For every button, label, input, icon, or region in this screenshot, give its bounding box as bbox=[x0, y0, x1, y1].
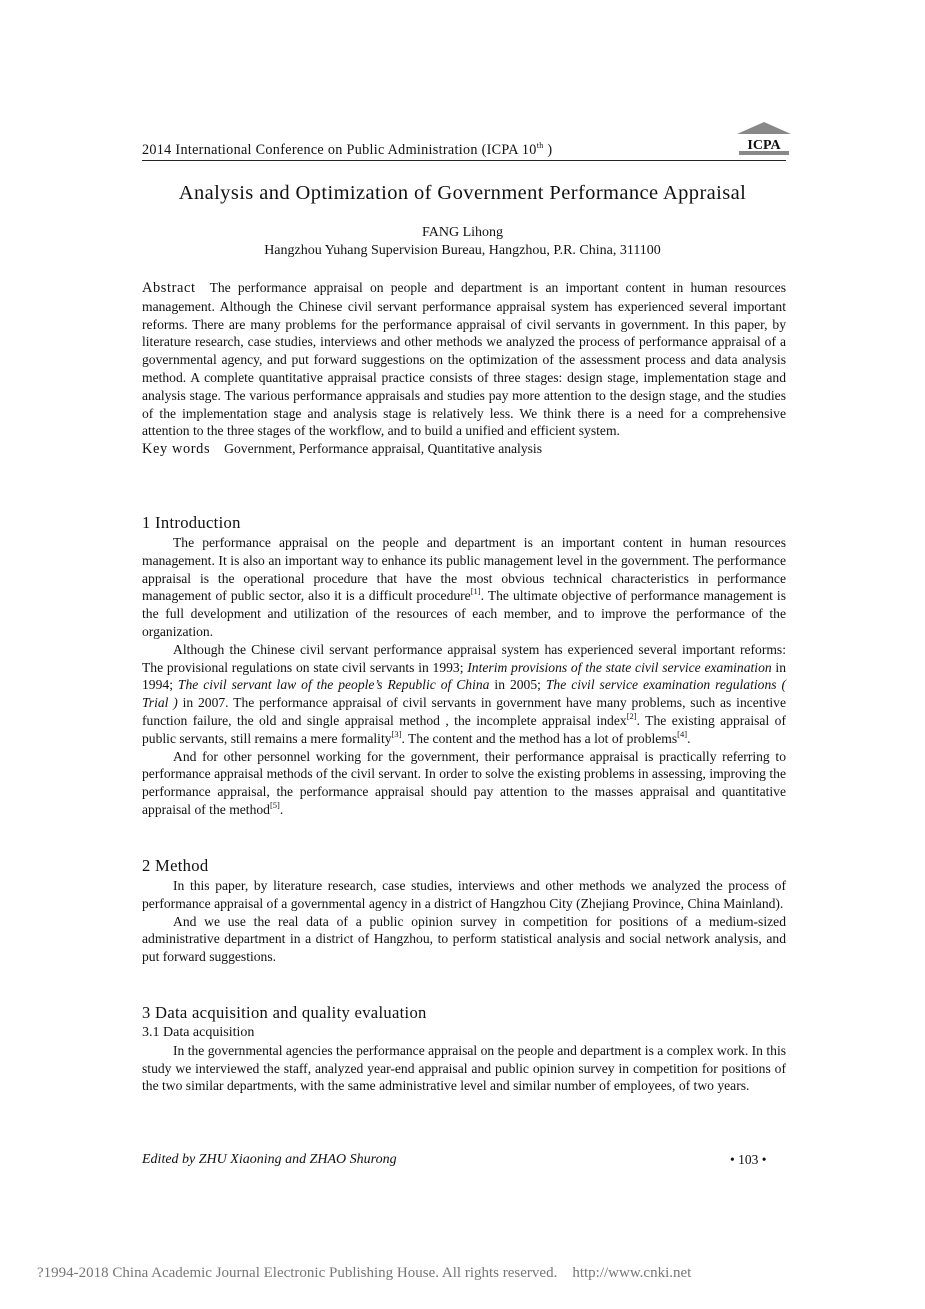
citation: [1] bbox=[470, 586, 481, 597]
paragraph bbox=[142, 748, 786, 819]
text-run: And for other personnel working for the government, their performance appraisal is practically referring to performance appraisal methods of the civil servant. In order to solve the existing problems in assessing, improving the performance appraisal, the performance appraisal should pay attention to the masses appraisal and quantitative appraisal of the method bbox=[142, 748, 786, 817]
text-run: . The existing appraisal of public servants, still remains a mere formality bbox=[142, 712, 786, 746]
running-header bbox=[142, 142, 552, 159]
paragraph bbox=[142, 877, 786, 913]
paper-title: Analysis and Optimization of Government Performance Appraisal bbox=[178, 182, 747, 204]
section-heading: 3 Data acquisition and quality evaluation bbox=[142, 1003, 427, 1022]
header-close: ) bbox=[543, 142, 553, 158]
section-3 bbox=[142, 1002, 786, 1095]
text-run: And we use the real data of a public opinion survey in competition for positions of a medium-sized administrative department in a district of Hangzhou, to perform statistical analysis and social network analysis, and put forward suggestions. bbox=[142, 913, 786, 965]
icpa-logo bbox=[737, 122, 791, 156]
text-run: in 2005; bbox=[489, 677, 546, 693]
copyright-notice: ?1994-2018 China Academic Journal Electronic Publishing House. All rights reserved. http://www.cnki.net bbox=[37, 1265, 692, 1281]
text-run: Although the Chinese civil servant performance appraisal system has experienced several important reforms: The provisional regulations on state civil servants in 1993; bbox=[142, 641, 786, 675]
abstract-label: Abstract bbox=[142, 280, 196, 296]
conference-name: 2014 International Conference on Public Administration (ICPA 10 bbox=[142, 142, 537, 158]
keywords-text: Government, Performance appraisal, Quantitative analysis bbox=[224, 441, 542, 457]
affiliation: Hangzhou Yuhang Supervision Bureau, Hangzhou, P.R. China, 311100 bbox=[264, 243, 661, 258]
text-run: In this paper, by literature research, case studies, interviews and other methods we analyzed the process of performance appraisal of a governmental agency in a district of Hangzhou City (Zhejiang Province, China Mainland). bbox=[142, 878, 786, 911]
subsection-heading: 3.1 Data acquisition bbox=[142, 1025, 255, 1040]
page-number: • 103 • bbox=[730, 1152, 767, 1167]
text-run: . bbox=[279, 801, 284, 817]
section-heading: 1 Introduction bbox=[142, 513, 241, 532]
text-run: The performance appraisal on the people and department is an important content in human resources management. It is also an important way to enhance its public management level in the government. The performance appraisal is the operational procedure that have the most obvious technical characteristics in performance management of public sector, also it is a difficult procedure bbox=[142, 535, 786, 604]
text-run: . The ultimate objective of performance management is the full development and utilization of the resources of each member, and to improve the performance of the organization. bbox=[142, 588, 786, 639]
citation: [4] bbox=[677, 728, 688, 739]
section-1 bbox=[142, 512, 786, 819]
svg-text:ICPA: ICPA bbox=[747, 138, 781, 153]
abstract-text: The performance appraisal on people and department is an important content in human resources management. Although the Chinese civil servant performance appraisal system has experienced several important reforms. There are many problems for the performance appraisal of civil servants in government. In this paper, by literature research, case studies, interviews and other methods we analyzed the process of performance appraisal of a governmental agency, and put forward suggestions on the optimization of the assessment process and data analysis method. A complete quantitative appraisal practice consists of three stages: design stage, implementation stage and analysis stage. The various performance appraisals and studies pay more attention to the design stage, and the studies of the implementation stage and analysis stage is relatively less. We think there is a need for a comprehensive attention to the three stages of the workflow, and to build a unified and efficient system. bbox=[142, 280, 786, 439]
ordinal-suffix: th bbox=[536, 141, 544, 150]
citation: [5] bbox=[269, 799, 280, 810]
italic-title: Interim provisions of the state civil service examination bbox=[467, 659, 772, 675]
paragraph bbox=[142, 641, 786, 748]
text-run: . bbox=[687, 730, 691, 746]
paragraph bbox=[142, 534, 786, 641]
abstract bbox=[142, 279, 786, 459]
header-rule bbox=[142, 160, 786, 161]
citation: [2] bbox=[626, 710, 637, 721]
footer-editors: Edited by ZHU Xiaoning and ZHAO Shurong bbox=[142, 1152, 397, 1167]
text-run: In the governmental agencies the performance appraisal on the people and department is a complex work. In this study we interviewed the staff, analyzed year-end appraisal and public opinion survey in competition for positions of the two similar departments, with the same administrative level and similar number of employees, of two years. bbox=[142, 1042, 787, 1094]
paragraph bbox=[142, 1042, 786, 1095]
text-run: . The content and the method has a lot of problems bbox=[401, 730, 678, 746]
citation: [3] bbox=[391, 728, 402, 739]
paragraph bbox=[142, 913, 786, 966]
italic-title: The civil service examination regulations ( Trial ) bbox=[142, 677, 787, 711]
italic-title: The civil servant law of the people’s Republic of China bbox=[177, 677, 490, 693]
text-run: in 2007. The performance appraisal of civil servants in government have many problems, such as incentive function failure, the old and single appraisal method , the incomplete appraisal index bbox=[142, 695, 786, 728]
section-heading: 2 Method bbox=[142, 856, 209, 875]
keywords-label: Key words bbox=[142, 441, 211, 458]
text-run: in 1994; bbox=[142, 659, 787, 693]
section-2 bbox=[142, 855, 786, 966]
author: FANG Lihong bbox=[421, 225, 504, 240]
